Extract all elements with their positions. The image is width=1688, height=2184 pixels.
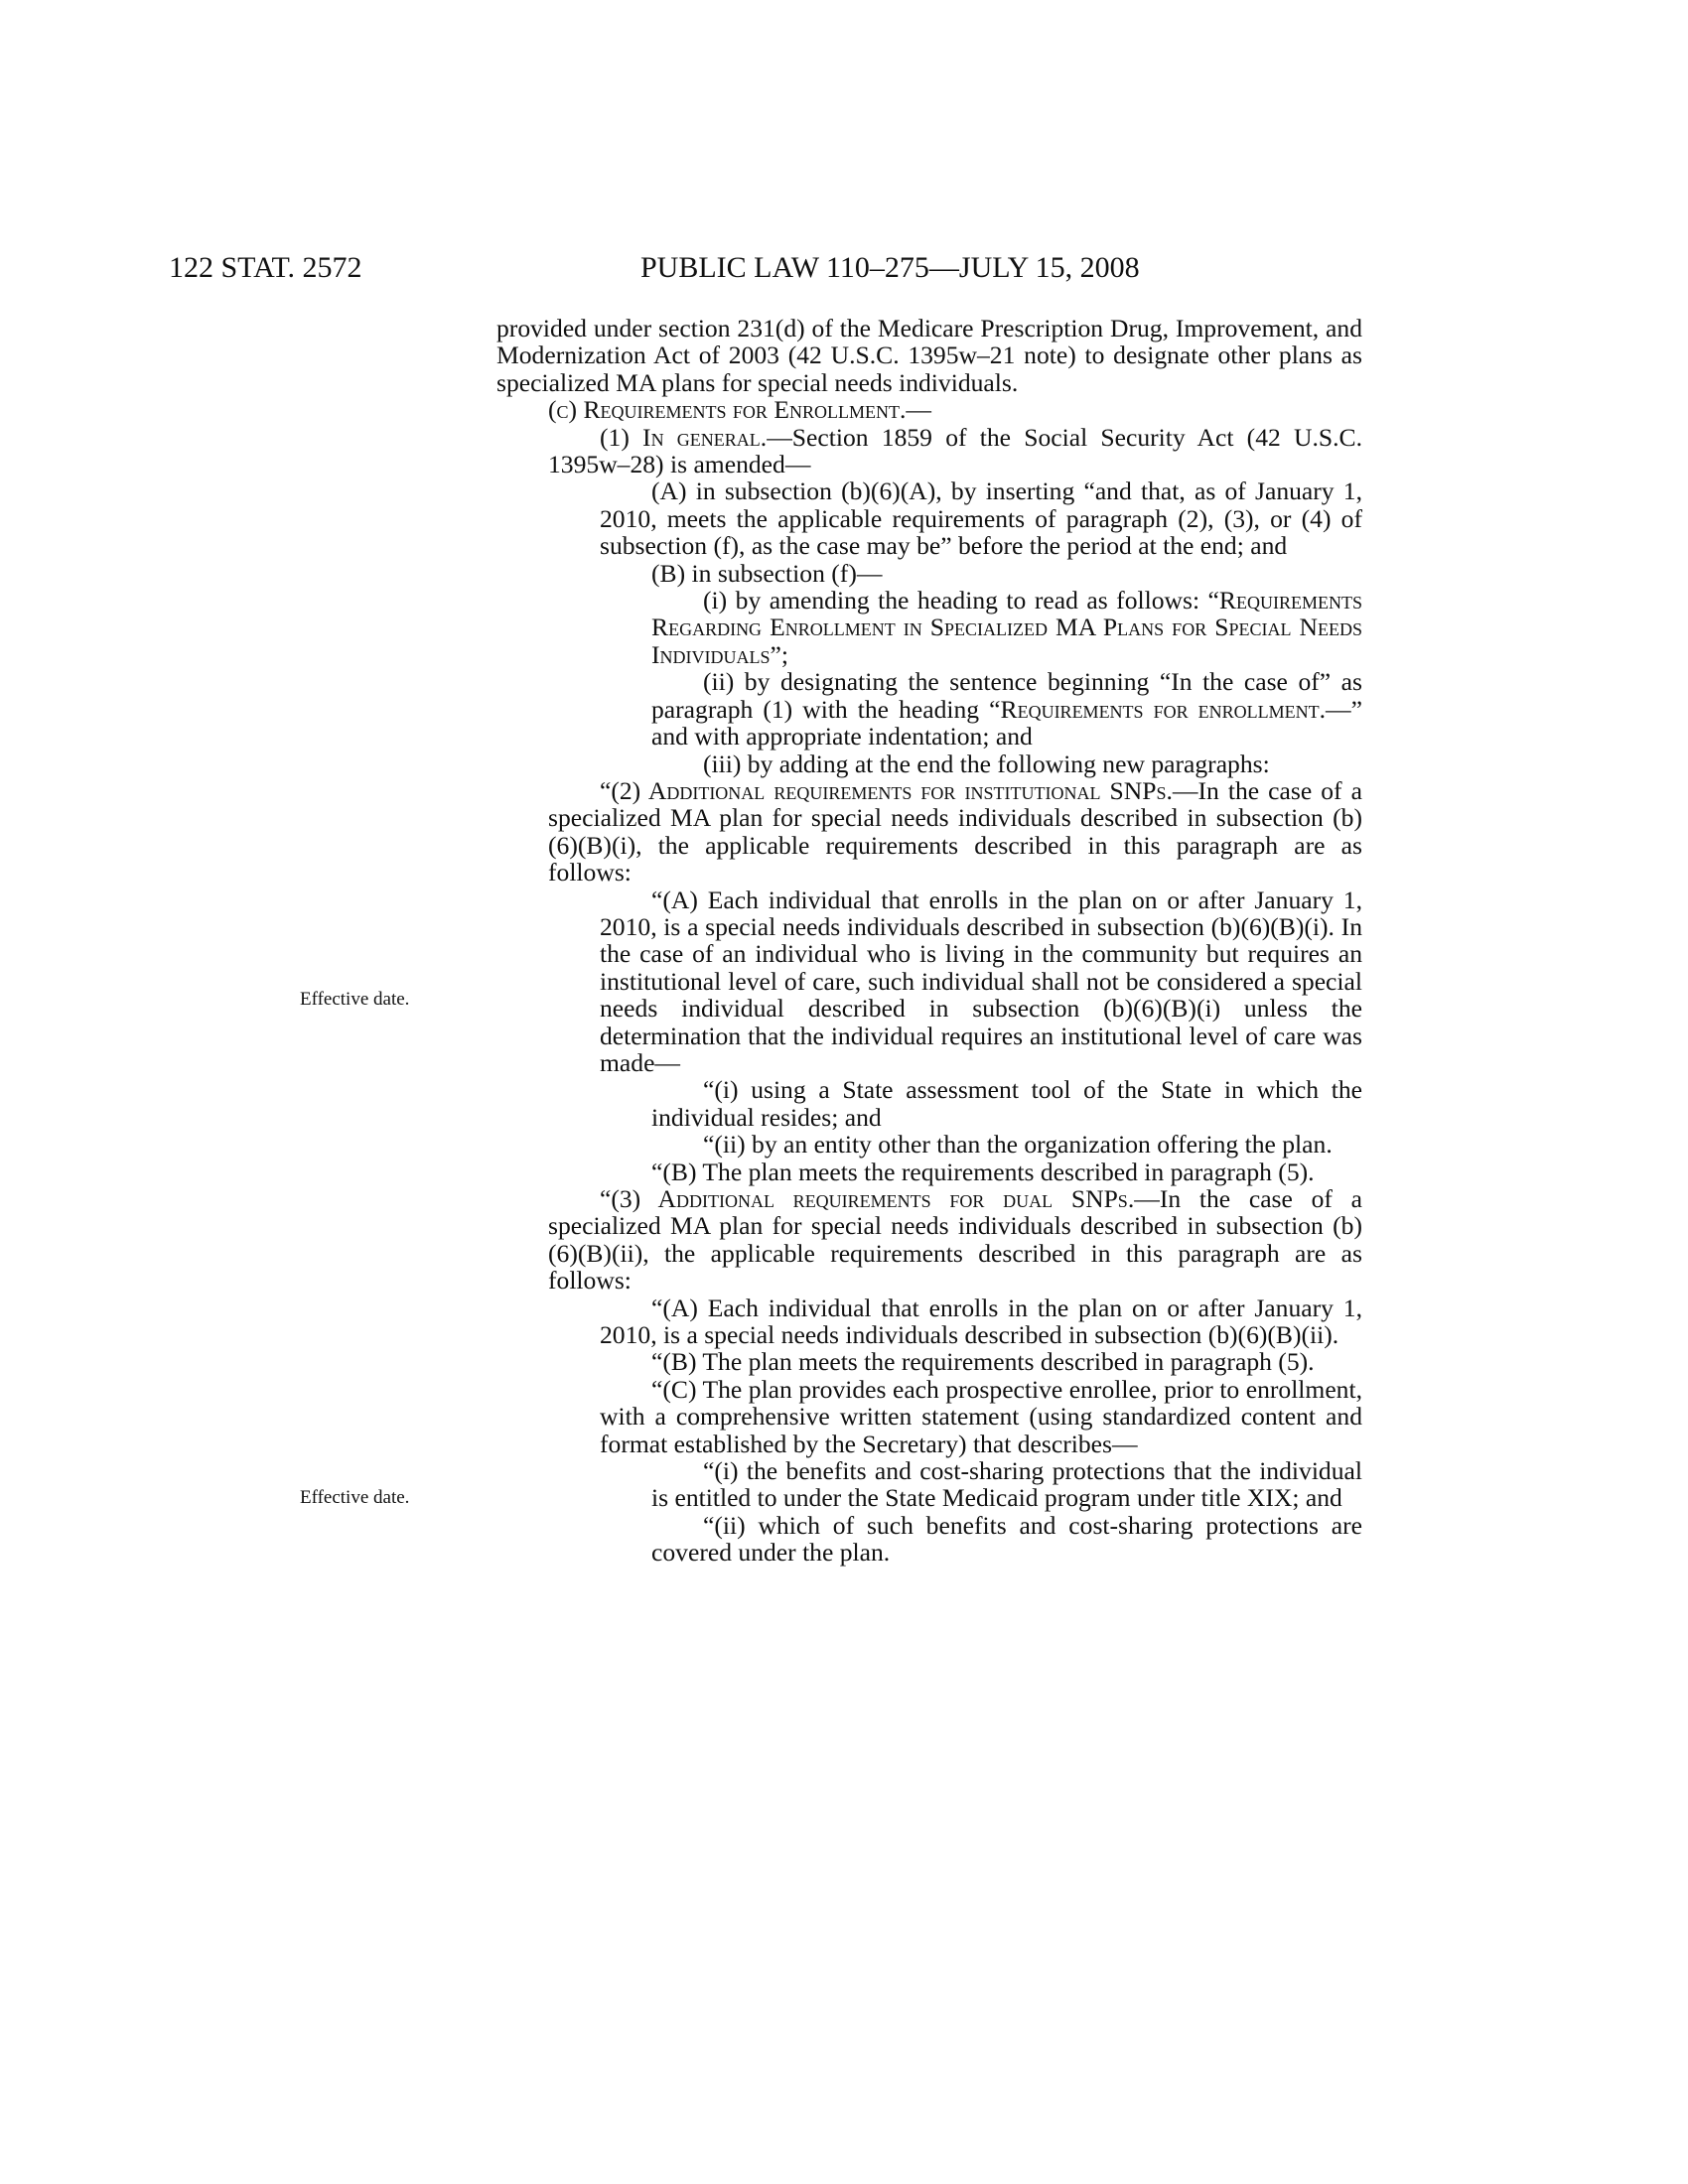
clause-c-B-i [496, 587, 1362, 668]
new-paragraph-3-text: —In the case of a specialized MA plan for special needs individuals described in subsection (b)(6)(B)(ii), the applicable requirements described in this paragraph are as follows: [548, 1184, 1362, 1296]
clause-c-B-i-heading: Requirements Regarding Enrollment in Specialized MA Plans for Special Needs Individuals [651, 586, 1362, 669]
paragraph-2-B: “(B) The plan meets the requirements described in paragraph (5). [651, 1157, 1315, 1186]
clause-c-B-ii [496, 668, 1362, 750]
new-paragraph-3 [496, 1185, 1362, 1295]
page-header [0, 248, 1688, 288]
paragraph-c-1 [496, 424, 1362, 478]
paragraph-2-A-ii: “(ii) by an entity other than the organization offering the plan. [703, 1130, 1333, 1160]
clause-c-B-i-suffix: ”; [770, 639, 788, 669]
section-c-heading: (c) Requirements for Enrollment.— [548, 395, 931, 425]
paragraph-3-A: “(A) Each individual that enrolls in the plan on or after January 1, 2010, is a special needs individuals described in subsection (b)(6)(B)(ii). [600, 1293, 1362, 1350]
paragraph-3-C-i: “(i) the benefits and cost-sharing protections that the individual is entitled to under the State Medicaid program under title XIX; and [651, 1456, 1362, 1513]
subparagraph-c-B: (B) in subsection (f)— [651, 558, 883, 588]
paragraph-c-1-heading: (1) In general. [600, 422, 768, 452]
paragraph-2-A-i: “(i) using a State assessment tool of the State in which the individual resides; and [651, 1075, 1362, 1132]
paragraph-3-B: “(B) The plan meets the requirements described in paragraph (5). [651, 1347, 1315, 1377]
statute-body [496, 315, 1362, 1567]
clause-c-B-ii-suffix: —” and with appropriate indentation; and [651, 694, 1363, 751]
subparagraph-c-A: (A) in subsection (b)(6)(A), by inserting “and that, as of January 1, 2010, meets the applicable requirements of paragraph (2), (3), or (4) of subsection (f), as the case may be” before the period at the end; and [600, 477, 1362, 561]
page-number: 122 STAT. 2572 [169, 251, 362, 284]
clause-c-B-i-text: (i) by amending the heading to read as follows: “ [703, 586, 1219, 615]
margin-note-effective-date: Effective date. [300, 989, 410, 1010]
clause-c-B-iii: (iii) by adding at the end the following new paragraphs: [703, 749, 1270, 778]
paragraph-c-1-text: —Section 1859 of the Social Security Act (42 U.S.C. 1395w–28) is amended— [548, 422, 1362, 479]
new-paragraph-2-text: —In the case of a specialized MA plan for special needs individuals described in subsection (b)(6)(B)(i), the applicable requirements described in this paragraph are as follows: [548, 775, 1362, 887]
clause-c-B-ii-text: (ii) by designating the sentence beginning “In the case of” as paragraph (1) with the heading “ [651, 667, 1362, 724]
intro-paragraph: provided under section 231(d) of the Medicare Prescription Drug, Improvement, and Modernization Act of 2003 (42 U.S.C. 1395w–21 note) to designate other plans as specialized MA plans for special needs individuals. [496, 314, 1362, 397]
paragraph-3-C-ii: “(ii) which of such benefits and cost-sharing protections are covered under the plan. [651, 1510, 1362, 1568]
margin-note-effective-date: Effective date. [300, 1487, 410, 1508]
paragraph-3-C: “(C) The plan provides each prospective enrollee, prior to enrollment, with a comprehensive written statement (using standardized content and format established by the Secretary) that describes— [600, 1374, 1362, 1458]
clause-c-B-ii-heading: Requirements for enrollment. [1000, 694, 1327, 724]
new-paragraph-3-heading: “(3) Additional requirements for dual SNPs. [600, 1184, 1135, 1213]
running-head: PUBLIC LAW 110–275—JULY 15, 2008 [640, 251, 1140, 284]
paragraph-2-A: “(A) Each individual that enrolls in the plan on or after January 1, 2010, is a special needs individuals described in subsection (b)(6)(B)(i). In the case of an individual who is living in the community but requires an institutional level of care, such individual shall not be considered a special needs individual described in subsection (b)(6)(B)(i) unless the determination that the individual requires an institutional level of care was made— [600, 885, 1362, 1077]
new-paragraph-2 [496, 777, 1362, 887]
new-paragraph-2-heading: “(2) Additional requirements for institutional SNPs. [600, 775, 1173, 805]
